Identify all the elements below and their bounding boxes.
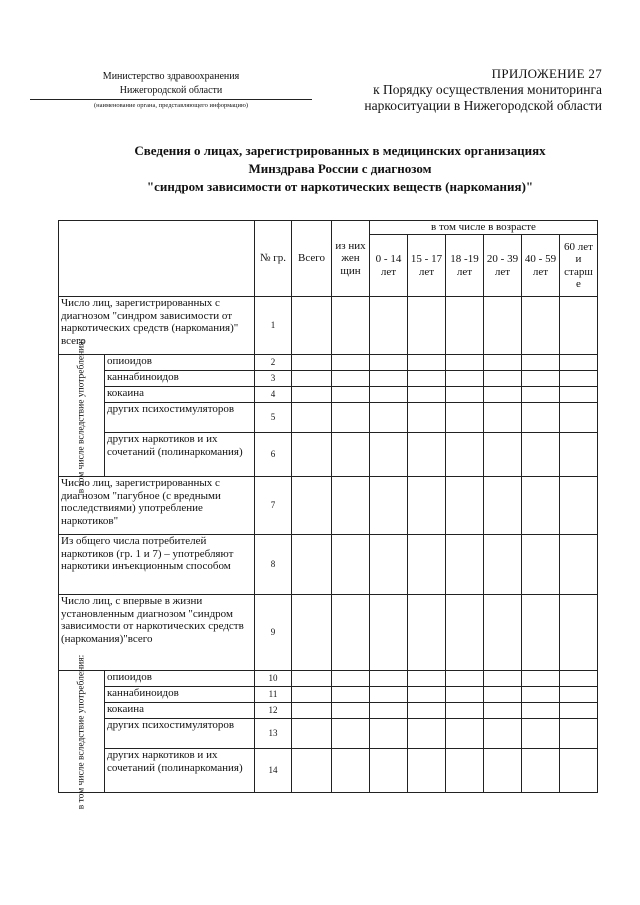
- cell-age[interactable]: [484, 371, 522, 387]
- cell-women[interactable]: [332, 595, 370, 671]
- table-row: [59, 671, 598, 687]
- cell-age[interactable]: [370, 535, 408, 595]
- cell-age[interactable]: [408, 433, 446, 477]
- cell-age[interactable]: [484, 687, 522, 703]
- header-age-18-19: 18 -19 лет: [446, 235, 484, 297]
- cell-age[interactable]: [560, 387, 598, 403]
- cell-age[interactable]: [522, 719, 560, 749]
- cell-women[interactable]: [332, 371, 370, 387]
- cell-age[interactable]: [408, 703, 446, 719]
- cell-age[interactable]: [560, 671, 598, 687]
- cell-age[interactable]: [484, 387, 522, 403]
- cell-age[interactable]: [446, 687, 484, 703]
- table-row: [59, 703, 598, 719]
- cell-age[interactable]: [484, 703, 522, 719]
- cell-age[interactable]: [560, 749, 598, 793]
- row-label: других наркотиков и их сочетаний (полинаркомания): [105, 749, 255, 793]
- table-row: [59, 403, 598, 433]
- cell-age[interactable]: [522, 671, 560, 687]
- cell-age[interactable]: [408, 671, 446, 687]
- cell-age[interactable]: [446, 595, 484, 671]
- row-number: 10: [255, 671, 292, 687]
- row-number: 11: [255, 687, 292, 703]
- cell-age[interactable]: [370, 371, 408, 387]
- cell-age[interactable]: [522, 387, 560, 403]
- cell-age[interactable]: [522, 535, 560, 595]
- cell-age[interactable]: [408, 387, 446, 403]
- appendix-title: ПРИЛОЖЕНИЕ 27: [491, 66, 602, 81]
- cell-age[interactable]: [484, 595, 522, 671]
- cell-age[interactable]: [408, 749, 446, 793]
- cell-age[interactable]: [370, 703, 408, 719]
- header-age-60-plus: 60 лет и старш е: [560, 235, 598, 297]
- row-number: 13: [255, 719, 292, 749]
- cell-age[interactable]: [560, 355, 598, 371]
- cell-age[interactable]: [560, 703, 598, 719]
- cell-age[interactable]: [370, 749, 408, 793]
- header-age-20-39: 20 - 39 лет: [484, 235, 522, 297]
- row-label: опиоидов: [105, 671, 255, 687]
- cell-age[interactable]: [560, 297, 598, 355]
- cell-total[interactable]: [292, 687, 332, 703]
- cell-age[interactable]: [446, 703, 484, 719]
- table-row: [59, 433, 598, 477]
- cell-women[interactable]: [332, 433, 370, 477]
- row-label: опиоидов: [105, 355, 255, 371]
- header-age-0-14: 0 - 14 лет: [370, 235, 408, 297]
- header-num: № гр.: [255, 221, 292, 297]
- row-label: каннабиноидов: [105, 687, 255, 703]
- cell-age[interactable]: [560, 477, 598, 535]
- cell-age[interactable]: [408, 687, 446, 703]
- cell-age[interactable]: [446, 371, 484, 387]
- cell-women[interactable]: [332, 535, 370, 595]
- cell-age[interactable]: [408, 355, 446, 371]
- report-table: [58, 220, 598, 809]
- cell-total[interactable]: [292, 749, 332, 793]
- cell-total[interactable]: [292, 355, 332, 371]
- table-row: [59, 535, 598, 595]
- cell-total[interactable]: [292, 403, 332, 433]
- cell-age[interactable]: [370, 297, 408, 355]
- table-row: [59, 477, 598, 535]
- row-label: Число лиц, с впервые в жизни установленным диагнозом "синдром зависимости от наркотических средств (наркомания)"всего: [59, 595, 255, 671]
- cell-age[interactable]: [370, 719, 408, 749]
- cell-total[interactable]: [292, 535, 332, 595]
- row-number: 6: [255, 433, 292, 477]
- cell-age[interactable]: [484, 403, 522, 433]
- table-row: [59, 719, 598, 749]
- cell-age[interactable]: [446, 749, 484, 793]
- header-age-group: в том числе в возрасте: [370, 221, 598, 235]
- cell-age[interactable]: [522, 595, 560, 671]
- cell-age[interactable]: [484, 749, 522, 793]
- row-number: 2: [255, 355, 292, 371]
- cell-age[interactable]: [560, 371, 598, 387]
- row-label: Число лиц, зарегистрированных с диагнозом "синдром зависимости от наркотических средств (наркомания)" всего: [59, 297, 255, 355]
- cell-age[interactable]: [484, 719, 522, 749]
- organization-caption: (наименование органа, представляющего информацию): [93, 102, 249, 109]
- cell-age[interactable]: [446, 355, 484, 371]
- cell-age[interactable]: [522, 355, 560, 371]
- cell-age[interactable]: [484, 477, 522, 535]
- organization-block: [56, 70, 286, 98]
- header-age-40-59: 40 - 59 лет: [522, 235, 560, 297]
- table-row: [59, 749, 598, 793]
- cell-age[interactable]: [560, 403, 598, 433]
- cell-total[interactable]: [292, 433, 332, 477]
- cell-women[interactable]: [332, 355, 370, 371]
- cell-age[interactable]: [408, 297, 446, 355]
- table-row: [59, 355, 598, 371]
- row-label: каннабиноидов: [105, 371, 255, 387]
- cell-women[interactable]: [332, 719, 370, 749]
- cell-age[interactable]: [560, 595, 598, 671]
- cell-women[interactable]: [332, 403, 370, 433]
- header-age-15-17: 15 - 17 лет: [408, 235, 446, 297]
- cell-age[interactable]: [408, 535, 446, 595]
- cell-age[interactable]: [370, 387, 408, 403]
- row-label: Число лиц, зарегистрированных с диагнозом "пагубное (с вредными последствиями) употребление наркотиков": [59, 477, 255, 535]
- cell-age[interactable]: [408, 719, 446, 749]
- cell-total[interactable]: [292, 703, 332, 719]
- row-label: кокаина: [105, 703, 255, 719]
- appendix-line1: к Порядку осуществления мониторинга: [373, 82, 602, 97]
- cell-age[interactable]: [560, 687, 598, 703]
- table-row: [59, 371, 598, 387]
- header-blank: [59, 221, 255, 297]
- organization-name-line2: Нижегородской области: [119, 85, 223, 96]
- cell-total[interactable]: [292, 371, 332, 387]
- cell-age[interactable]: [408, 595, 446, 671]
- cell-age[interactable]: [370, 433, 408, 477]
- organization-underline: [30, 99, 312, 100]
- cell-age[interactable]: [370, 671, 408, 687]
- cell-total[interactable]: [292, 719, 332, 749]
- cell-age[interactable]: [522, 297, 560, 355]
- row-number: 5: [255, 403, 292, 433]
- cell-women[interactable]: [332, 749, 370, 793]
- cell-age[interactable]: [560, 719, 598, 749]
- cell-women[interactable]: [332, 687, 370, 703]
- cell-age[interactable]: [484, 535, 522, 595]
- organization-name-line1: Министерство здравоохранения: [102, 71, 240, 82]
- cell-age[interactable]: [370, 595, 408, 671]
- cell-age[interactable]: [446, 433, 484, 477]
- cell-age[interactable]: [522, 749, 560, 793]
- cell-age[interactable]: [522, 477, 560, 535]
- cell-women[interactable]: [332, 671, 370, 687]
- cell-age[interactable]: [522, 433, 560, 477]
- document-heading: [80, 142, 600, 196]
- table-row: [59, 687, 598, 703]
- cell-total[interactable]: [292, 477, 332, 535]
- cell-age[interactable]: [484, 355, 522, 371]
- row-label: других психостимуляторов: [105, 719, 255, 749]
- cell-women[interactable]: [332, 703, 370, 719]
- table-row: [59, 387, 598, 403]
- cell-age[interactable]: [484, 297, 522, 355]
- cell-age[interactable]: [408, 403, 446, 433]
- heading-line3: "синдром зависимости от наркотических веществ (наркомания)": [146, 179, 534, 194]
- group-label-usage-2: в том числе вследствие употребления:: [59, 671, 105, 793]
- header-total: Всего: [292, 221, 332, 297]
- heading-line1: Сведения о лицах, зарегистрированных в медицинских организациях: [134, 143, 546, 158]
- cell-total[interactable]: [292, 671, 332, 687]
- cell-age[interactable]: [446, 387, 484, 403]
- cell-age[interactable]: [370, 687, 408, 703]
- appendix-block: [364, 66, 602, 114]
- cell-age[interactable]: [484, 671, 522, 687]
- cell-age[interactable]: [522, 403, 560, 433]
- row-number: 1: [255, 297, 292, 355]
- table-row: [59, 297, 598, 355]
- appendix-line2: наркоситуации в Нижегородской области: [364, 98, 602, 113]
- cell-age[interactable]: [560, 535, 598, 595]
- cell-age[interactable]: [560, 433, 598, 477]
- cell-age[interactable]: [370, 477, 408, 535]
- cell-age[interactable]: [446, 719, 484, 749]
- cell-age[interactable]: [446, 535, 484, 595]
- cell-age[interactable]: [408, 477, 446, 535]
- table-row: [59, 595, 598, 671]
- cell-women[interactable]: [332, 297, 370, 355]
- cell-age[interactable]: [370, 403, 408, 433]
- cell-total[interactable]: [292, 297, 332, 355]
- cell-age[interactable]: [408, 371, 446, 387]
- cell-age[interactable]: [484, 433, 522, 477]
- row-number: 14: [255, 749, 292, 793]
- row-number: 9: [255, 595, 292, 671]
- row-label: других психостимуляторов: [105, 403, 255, 433]
- row-number: 8: [255, 535, 292, 595]
- cell-total[interactable]: [292, 387, 332, 403]
- cell-age[interactable]: [522, 371, 560, 387]
- cell-age[interactable]: [446, 297, 484, 355]
- cell-women[interactable]: [332, 387, 370, 403]
- row-number: 3: [255, 371, 292, 387]
- cell-age[interactable]: [446, 477, 484, 535]
- row-number: 7: [255, 477, 292, 535]
- cell-age[interactable]: [522, 703, 560, 719]
- cell-total[interactable]: [292, 595, 332, 671]
- row-label: кокаина: [105, 387, 255, 403]
- row-number: 12: [255, 703, 292, 719]
- header-women: из них жен щин: [332, 221, 370, 297]
- row-label: других наркотиков и их сочетаний (полинаркомания): [105, 433, 255, 477]
- cell-age[interactable]: [446, 671, 484, 687]
- cell-women[interactable]: [332, 477, 370, 535]
- cell-age[interactable]: [370, 355, 408, 371]
- cell-age[interactable]: [446, 403, 484, 433]
- row-label: Из общего числа потребителей наркотиков (гр. 1 и 7) – употребляют наркотики инъекционным способом: [59, 535, 255, 595]
- row-number: 4: [255, 387, 292, 403]
- heading-line2: Минздрава России с диагнозом: [248, 161, 432, 176]
- group-label-usage-1: в том числе вследствие употребления:: [59, 355, 105, 477]
- cell-age[interactable]: [522, 687, 560, 703]
